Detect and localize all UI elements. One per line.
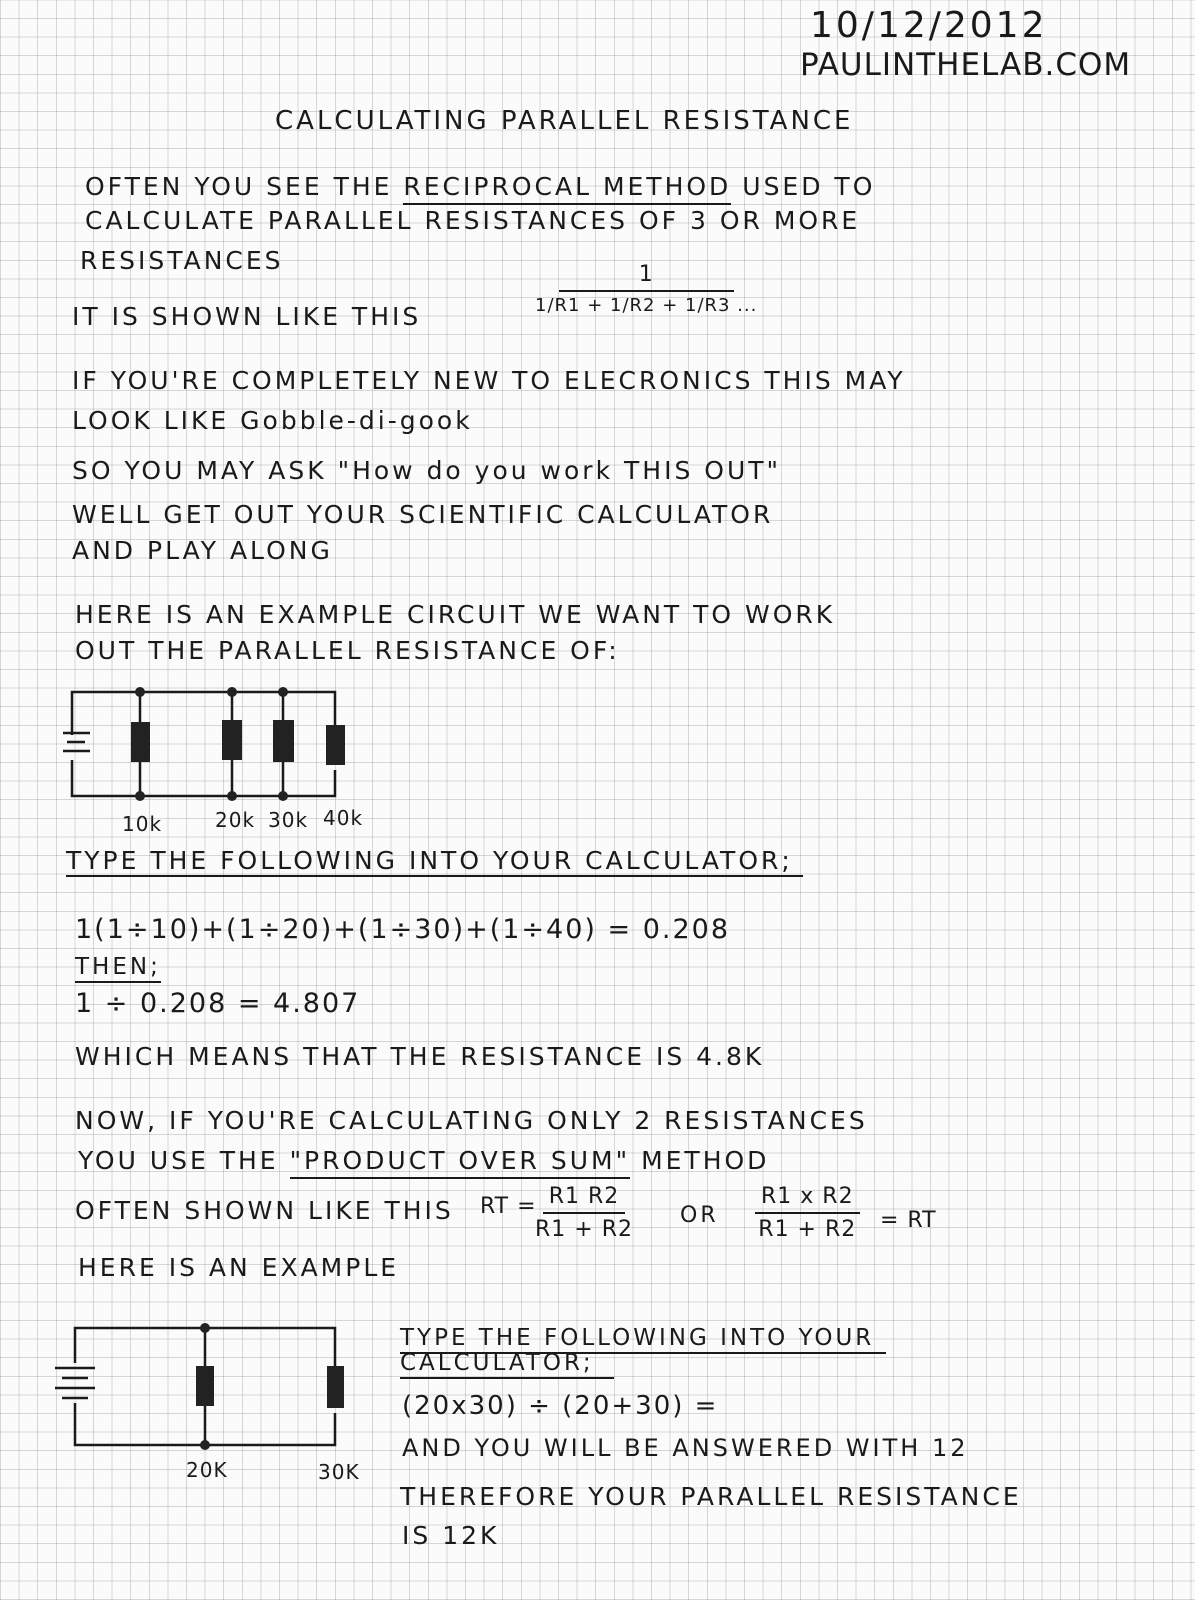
new-line-1: IF YOU'RE COMPLETELY NEW TO ELECRONICS THIS MAY [72, 366, 906, 395]
resistor-label: 30K [318, 1460, 360, 1484]
date: 10/12/2012 [810, 5, 1048, 46]
product-over-sum: "PRODUCT OVER SUM" [290, 1146, 631, 1179]
calc-expression-1: 1(1÷10)+(1÷20)+(1÷30)+(1÷40) = 0.208 [75, 914, 731, 945]
example-line-2: OUT THE PARALLEL RESISTANCE OF: [75, 636, 620, 665]
resistor-20k [222, 720, 242, 760]
use-line [78, 1148, 769, 1173]
numerator: R1 x R2 [755, 1184, 860, 1214]
formula-denominator: 1/R1 + 1/R2 + 1/R3 ... [535, 295, 758, 316]
calc-expression-2: (20x30) ÷ (20+30) = [402, 1391, 719, 1421]
type-following-2: TYPE THE FOLLOWING INTO YOUR [400, 1327, 886, 1354]
denominator: R1 + R2 [758, 1217, 857, 1242]
resistor-20k [196, 1366, 214, 1406]
product-formula-2 [755, 1184, 860, 1242]
here-example: HERE IS AN EXAMPLE [78, 1253, 400, 1282]
or-label: OR [680, 1203, 719, 1228]
resistor-label: 20K [186, 1458, 228, 1482]
resistor-label: 20k [215, 808, 256, 832]
calc-division: 1 ÷ 0.208 = 4.807 [75, 988, 361, 1019]
numerator: R1 R2 [543, 1184, 626, 1214]
final-result: IS 12K [402, 1521, 500, 1550]
site-name: PAULINTHELAB.COM [800, 47, 1132, 83]
formula-rhs: = RT [880, 1208, 937, 1233]
circuit-diagram-1 [55, 680, 375, 810]
page-title: CALCULATING PARALLEL RESISTANCE [275, 106, 854, 136]
then-label: THEN; [75, 956, 161, 983]
resistor-label: 40k [323, 806, 364, 830]
therefore-line: THEREFORE YOUR PARALLEL RESISTANCE [400, 1482, 1022, 1511]
reciprocal-method: RECIPROCAL METHOD [403, 172, 731, 205]
new-line-2: LOOK LIKE Gobble-di-gook [72, 406, 473, 435]
shown-like: IT IS SHOWN LIKE THIS [72, 302, 422, 331]
resistor-30k [273, 720, 294, 762]
type-following-2-cont: CALCULATOR; [400, 1352, 614, 1379]
formula-lhs: RT = [480, 1194, 537, 1219]
play-line: AND PLAY ALONG [72, 536, 333, 565]
text: YOU USE THE [78, 1146, 279, 1175]
resistor-30k [327, 1366, 344, 1408]
text: USED TO [742, 172, 876, 201]
resistor-label: 30k [268, 808, 309, 832]
text: METHOD [641, 1146, 770, 1175]
now-line: NOW, IF YOU'RE CALCULATING ONLY 2 RESISTANCES [75, 1106, 868, 1135]
answered-line: AND YOU WILL BE ANSWERED WITH 12 [402, 1434, 969, 1462]
often-shown: OFTEN SHOWN LIKE THIS [75, 1196, 454, 1225]
resistor-label: 10k [122, 812, 163, 836]
type-following-1: TYPE THE FOLLOWING INTO YOUR CALCULATOR; [66, 848, 803, 877]
resistor-10k [131, 722, 150, 762]
calc-line: WELL GET OUT YOUR SCIENTIFIC CALCULATOR [72, 500, 774, 529]
formula-numerator: 1 [559, 262, 734, 292]
circuit-diagram-2 [50, 1318, 360, 1458]
intro-line-3: RESISTANCES [80, 246, 284, 275]
product-formula-1 [535, 1184, 633, 1242]
resistance-result-1: WHICH MEANS THAT THE RESISTANCE IS 4.8K [75, 1042, 765, 1071]
intro-line-1 [85, 174, 875, 199]
ask-line: SO YOU MAY ASK "How do you work THIS OUT" [72, 456, 782, 485]
denominator: R1 + R2 [535, 1217, 633, 1242]
example-line-1: HERE IS AN EXAMPLE CIRCUIT WE WANT TO WORK [75, 600, 836, 629]
text: OFTEN YOU SEE THE [85, 172, 393, 201]
resistor-40k [326, 725, 345, 765]
intro-line-2: CALCULATE PARALLEL RESISTANCES OF 3 OR MORE [85, 206, 861, 235]
reciprocal-formula [535, 262, 757, 316]
